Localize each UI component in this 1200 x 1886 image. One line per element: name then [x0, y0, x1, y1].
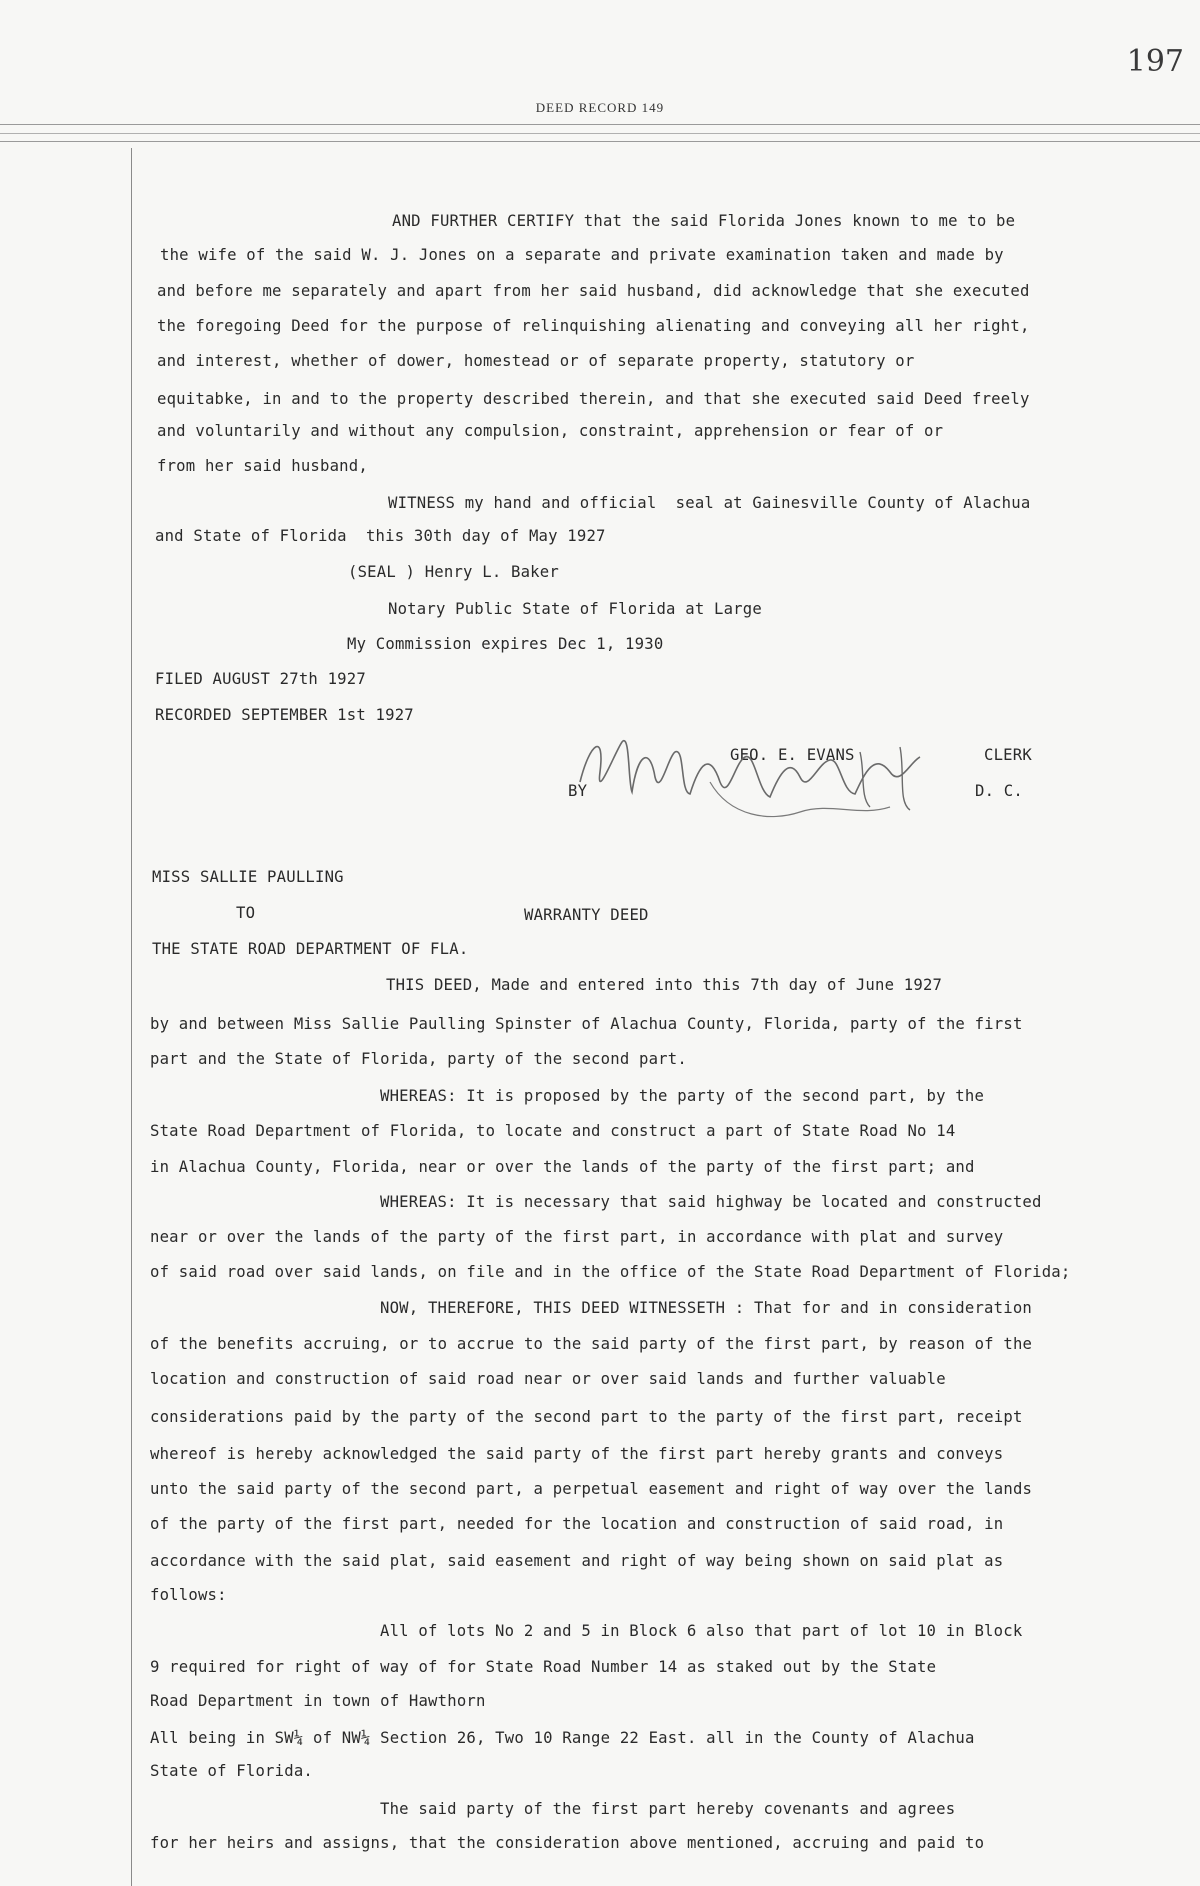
page-number: 197 — [1126, 44, 1184, 79]
deed-line: location and construction of said road near or over said lands and further valuable — [150, 1370, 946, 1388]
deed-line: in Alachua County, Florida, near or over the lands of the party of the first part; and — [150, 1158, 975, 1176]
deed-line: for her heirs and assigns, that the consideration above mentioned, accruing and paid to — [150, 1834, 985, 1852]
certificate-line: and voluntarily and without any compulsion, constraint, apprehension or fear of or — [157, 422, 944, 440]
certificate-line: from her said husband, — [157, 457, 368, 475]
clerk-name: GEO. E. EVANS — [730, 746, 855, 764]
filed-date: FILED AUGUST 27th 1927 — [155, 670, 366, 688]
clerk-title: CLERK — [984, 746, 1032, 764]
deed-line: NOW, THEREFORE, THIS DEED WITNESSETH : That for and in consideration — [380, 1299, 1032, 1317]
grantor-name: MISS SALLIE PAULLING — [152, 868, 344, 886]
deed-line: WHEREAS: It is necessary that said highway be located and constructed — [380, 1193, 1042, 1211]
header-rule-top — [0, 124, 1200, 125]
property-description-line: All of lots No 2 and 5 in Block 6 also that part of lot 10 in Block — [380, 1622, 1023, 1640]
header-rule-bottom — [0, 141, 1200, 142]
property-description-line: State of Florida. — [150, 1762, 313, 1780]
certificate-line: and before me separately and apart from her said husband, did acknowledge that she executed — [157, 282, 1030, 300]
certificate-line: the foregoing Deed for the purpose of relinquishing alienating and conveying all her right, — [157, 317, 1030, 335]
deed-line: of the party of the first part, needed for the location and construction of said road, in — [150, 1515, 1004, 1533]
deed-line: THIS DEED, Made and entered into this 7th day of June 1927 — [386, 976, 943, 994]
record-title: DEED RECORD 149 — [535, 100, 665, 115]
by-label: BY — [568, 782, 588, 800]
certificate-line: AND FURTHER CERTIFY that the said Florida Jones known to me to be — [392, 212, 1016, 230]
deed-line: WHEREAS: It is proposed by the party of the second part, by the — [380, 1087, 985, 1105]
deputy-clerk-signature — [560, 722, 960, 832]
deed-line: considerations paid by the party of the second part to the party of the first part, receipt — [150, 1408, 1023, 1426]
property-description-line: Road Department in town of Hawthorn — [150, 1692, 486, 1710]
grantee-name: THE STATE ROAD DEPARTMENT OF FLA. — [152, 940, 469, 958]
certificate-line: the wife of the said W. J. Jones on a separate and private examination taken and made by — [160, 246, 1004, 264]
deed-line: unto the said party of the second part, a perpetual easement and right of way over the lands — [150, 1480, 1033, 1498]
deed-line: near or over the lands of the party of the first part, in accordance with plat and survey — [150, 1228, 1004, 1246]
recorded-date: RECORDED SEPTEMBER 1st 1927 — [155, 706, 414, 724]
document-type: WARRANTY DEED — [524, 906, 649, 924]
left-margin-rule — [131, 148, 132, 1886]
property-description-line: 9 required for right of way of for State Road Number 14 as staked out by the State — [150, 1658, 937, 1676]
notary-title: Notary Public State of Florida at Large — [388, 600, 762, 618]
certificate-line: equitabke, in and to the property described therein, and that she executed said Deed freely — [157, 390, 1030, 408]
deed-line: whereof is hereby acknowledged the said party of the first part hereby grants and conveys — [150, 1445, 1004, 1463]
deed-line: part and the State of Florida, party of the second part. — [150, 1050, 687, 1068]
notary-commission: My Commission expires Dec 1, 1930 — [347, 635, 664, 653]
property-description-line: All being in SW¼ of NW¼ Section 26, Two 10 Range 22 East. all in the County of Alachua — [150, 1729, 975, 1747]
deed-line: State Road Department of Florida, to locate and construct a part of State Road No 14 — [150, 1122, 956, 1140]
to-label: TO — [236, 904, 256, 922]
deed-line: The said party of the first part hereby covenants and agrees — [380, 1800, 956, 1818]
header-rule-middle — [0, 133, 1200, 134]
notary-name: (SEAL ) Henry L. Baker — [348, 563, 559, 581]
deed-line: by and between Miss Sallie Paulling Spinster of Alachua County, Florida, party of the first — [150, 1015, 1023, 1033]
certificate-line: and interest, whether of dower, homestead or of separate property, statutory or — [157, 352, 915, 370]
witness-line: WITNESS my hand and official seal at Gainesville County of Alachua — [388, 494, 1031, 512]
deed-line: of the benefits accruing, or to accrue to the said party of the first part, by reason of the — [150, 1335, 1033, 1353]
deed-line: follows: — [150, 1586, 227, 1604]
deed-line: accordance with the said plat, said easement and right of way being shown on said plat as — [150, 1552, 1004, 1570]
deed-line: of said road over said lands, on file and in the office of the State Road Department of Florida; — [150, 1263, 1071, 1281]
deputy-clerk-title: D. C. — [975, 782, 1023, 800]
witness-line: and State of Florida this 30th day of May 1927 — [155, 527, 606, 545]
